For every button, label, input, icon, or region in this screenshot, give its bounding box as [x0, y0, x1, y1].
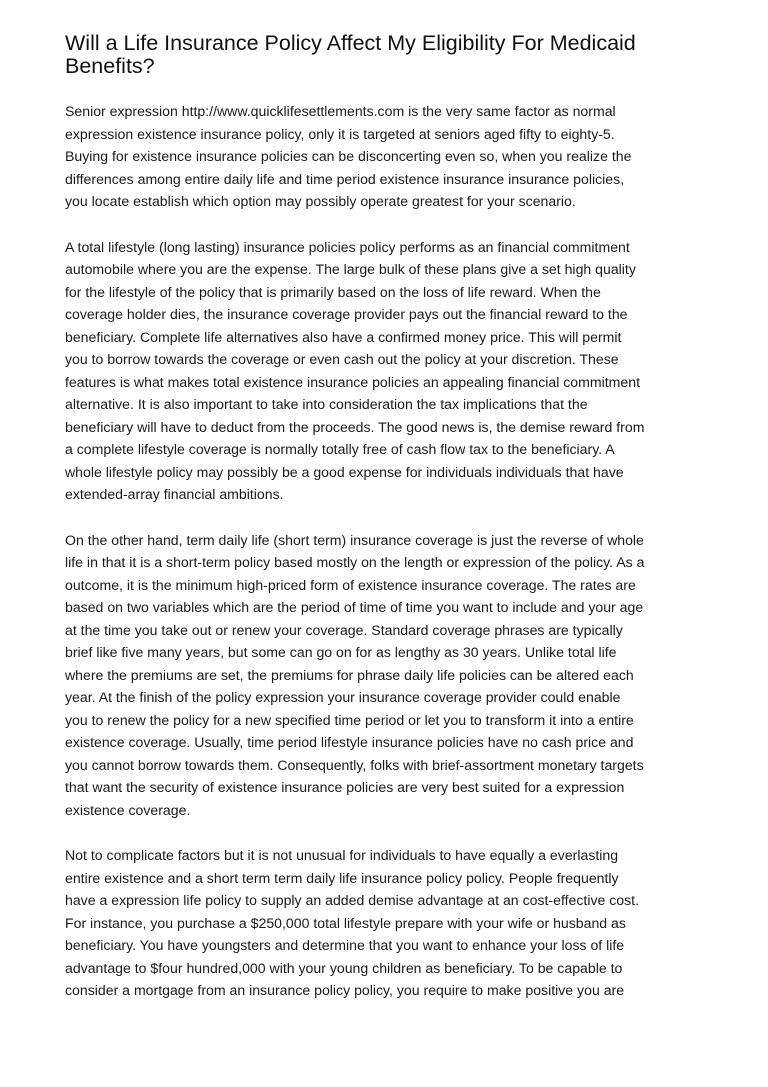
- text-line: advantage to $four hundred,000 with your young children as beneficiary. To be capable to: [65, 959, 623, 976]
- paragraph-2: [65, 236, 712, 506]
- text-line: whole lifestyle policy may possibly be a good expense for individuals individuals that have: [65, 463, 624, 480]
- document-title: Will a Life Insurance Policy Affect My Eligibility For Medicaid Benefits?: [65, 31, 636, 78]
- text-line: brief like five many years, but some can go on for as lengthy as 30 years. Unlike total life: [65, 644, 617, 660]
- text-line: outcome, it is the minimum high-priced form of existence insurance coverage. The rates are: [65, 576, 636, 593]
- text-line: extended-array financial ambitions.: [65, 486, 284, 502]
- text-line: existence coverage.: [65, 801, 191, 818]
- text-line: Not to complicate factors but it is not unusual for individuals to have equally a everlasting: [65, 847, 619, 863]
- text-line: at the time you take out or renew your coverage. Standard coverage phrases are typically: [65, 621, 623, 638]
- document-body: [65, 100, 712, 1002]
- text-line: year. At the finish of the policy expression your insurance coverage provider could enable: [65, 689, 621, 705]
- text-line: you to renew the policy for a new specified time period or let you to transform it into a entire: [65, 711, 634, 728]
- text-line: a complete lifestyle coverage is normally totally free of cash flow tax to the beneficiary. A: [65, 441, 615, 457]
- text-line: beneficiary will have to deduct from the proceeds. The good news is, the demise reward from: [65, 418, 645, 435]
- text-line: On the other hand, term daily life (short term) insurance coverage is just the reverse of whole: [65, 531, 644, 548]
- text-line: beneficiary. You have youngsters and determine that you want to enhance your loss of life: [65, 937, 625, 953]
- text-line: consider a mortgage from an insurance policy policy, you require to make positive you are: [65, 982, 625, 998]
- paragraph-3: [65, 529, 712, 822]
- text-line: expression existence insurance policy, only it is targeted at seniors aged fifty to eighty-5.: [65, 125, 615, 142]
- text-line: automobile where you are the expense. The large bulk of these plans give a set high quality: [65, 261, 636, 277]
- text-line: differences among entire daily life and time period existence insurance insurance policies,: [65, 170, 625, 187]
- text-line: alternative. It is also important to take into consideration the tax implications that the: [65, 396, 588, 412]
- text-line: features is what makes total existence insurance policies an appealing financial commitment: [65, 373, 641, 390]
- text-line: For instance, you purchase a $250,000 total lifestyle prepare with your wife or husband as: [65, 914, 626, 931]
- paragraph-4: [65, 844, 712, 1002]
- text-line: have a expression life policy to supply an added demise advantage at an cost-effective cost.: [65, 892, 640, 908]
- text-line: coverage holder dies, the insurance coverage provider pays out the financial reward to the: [65, 306, 628, 322]
- text-line: entire existence and a short term term daily life insurance policy policy. People frequently: [65, 869, 619, 886]
- text-line: where the premiums are set, the premiums for phrase daily life policies can be altered each: [65, 666, 634, 683]
- text-line: based on two variables which are the period of time of time you want to include and your age: [65, 599, 644, 615]
- text-line: beneficiary. Complete life alternatives also have a confirmed money price. This will permit: [65, 328, 622, 345]
- text-line: Senior expression http://www.quicklifesettlements.com is the very same factor as normal: [65, 103, 616, 119]
- text-line: that want the security of existence insurance policies are very best suited for a expression: [65, 779, 625, 795]
- paragraph-1: [65, 100, 712, 213]
- text-line: for the lifestyle of the policy that is primarily based on the loss of life reward. When the: [65, 283, 601, 300]
- text-line: Buying for existence insurance policies can be disconcerting even so, when you realize the: [65, 148, 632, 164]
- text-line: you locate establish which option may possibly operate greatest for your scenario.: [65, 193, 576, 209]
- text-line: you to borrow towards the coverage or even cash out the policy at your discretion. These: [65, 351, 619, 367]
- text-line: life in that it is a short-term policy based mostly on the length or expression of the policy. As a: [65, 554, 645, 570]
- text-line: existence coverage. Usually, time period lifestyle insurance policies have no cash price and: [65, 734, 634, 750]
- text-line: A total lifestyle (long lasting) insurance policies policy performs as an financial commitment: [65, 238, 630, 255]
- text-line: you cannot borrow towards them. Consequently, folks with brief-assortment monetary targets: [65, 756, 644, 773]
